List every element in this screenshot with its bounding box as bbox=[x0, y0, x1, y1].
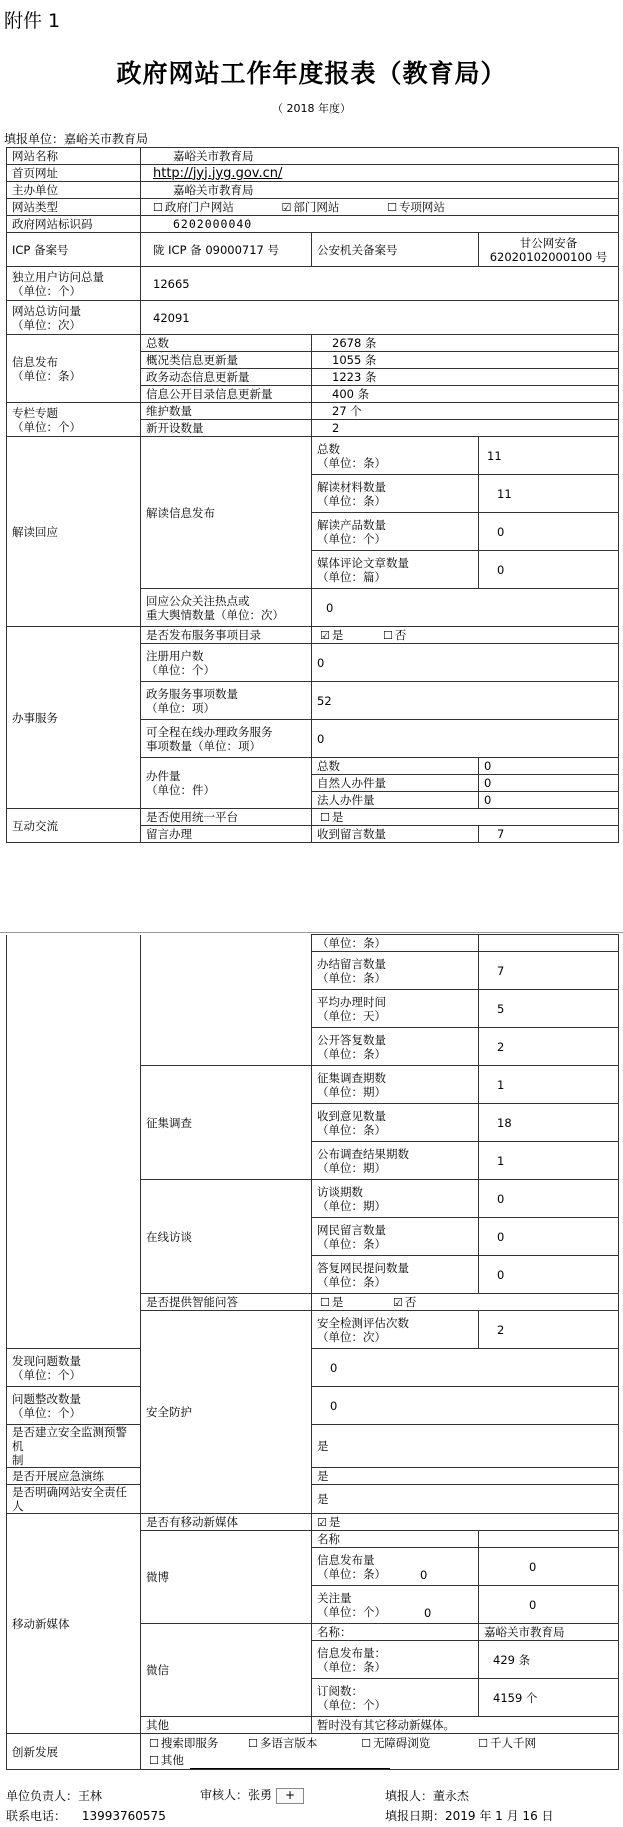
survey-row-label: 公布调查结果期数 （单位：期） bbox=[312, 1142, 479, 1180]
info-publish-label: 信息发布 （单位：条） bbox=[7, 335, 141, 403]
info-row-label: 总数 bbox=[141, 335, 312, 352]
online-service-value: 0 bbox=[312, 720, 619, 758]
msg-row-label: 办结留言数量 （单位：条） bbox=[312, 952, 479, 990]
security-row-value: 是 bbox=[312, 1425, 619, 1468]
security-row-label: 发现问题数量 （单位：个） bbox=[7, 1349, 141, 1387]
innovation-option-other[interactable]: ☐ 其他 bbox=[149, 1752, 184, 1767]
info-row-value: 1223 条 bbox=[312, 369, 619, 386]
reviewer-block bbox=[200, 1786, 304, 1804]
interp-row-label: 总数 （单位：条） bbox=[312, 437, 479, 475]
innovation-other-input[interactable] bbox=[190, 1768, 390, 1769]
interp-row-value: 0 bbox=[479, 551, 619, 589]
interview-row-value: 0 bbox=[479, 1180, 619, 1218]
wechat-publish-value: 429 条 bbox=[479, 1641, 619, 1679]
report-year: （ 2018 年度） bbox=[272, 102, 351, 115]
service-items-label: 政务服务事项数量 （单位：项） bbox=[141, 682, 312, 720]
wechat-subscribe-label: 订阅数： （单位：个） bbox=[312, 1679, 479, 1717]
uv-value: 12665 bbox=[141, 267, 619, 301]
weibo-publish-label: 信息发布量 （单位：条） bbox=[317, 1552, 386, 1581]
wechat-subscribe-value: 4159 个 bbox=[479, 1679, 619, 1717]
page-break-divider bbox=[0, 932, 623, 933]
handled-row-label: 法人办件量 bbox=[312, 792, 479, 809]
innovation-option-accessible[interactable]: ☐ 无障碍浏览 bbox=[361, 1735, 431, 1750]
security-row-label: 问题整改数量 （单位：个） bbox=[7, 1387, 141, 1425]
smart-qa-label: 是否提供智能问答 bbox=[141, 1294, 312, 1311]
handled-row-value: 0 bbox=[479, 758, 619, 775]
handled-row-label: 自然人办件量 bbox=[312, 775, 479, 792]
security-row-value: 是 bbox=[312, 1468, 619, 1485]
site-name-value: 嘉峪关市教育局 bbox=[141, 148, 619, 165]
msg-row-value-continued bbox=[479, 935, 619, 952]
msg-row-label: 平均办理时间 （单位：天） bbox=[312, 990, 479, 1028]
security-row-value: 是 bbox=[312, 1485, 619, 1514]
msg-row-value: 7 bbox=[479, 952, 619, 990]
checkbox-unchecked-icon: ☐ bbox=[149, 1753, 159, 1767]
checkbox-checked-icon: ☑ bbox=[320, 628, 330, 642]
info-row-value: 1055 条 bbox=[312, 352, 619, 369]
site-id-label: 政府网站标识码 bbox=[7, 216, 141, 233]
interp-row-label: 解读材料数量 （单位：条） bbox=[312, 475, 479, 513]
service-label: 办事服务 bbox=[7, 627, 141, 809]
msg-row-value: 7 bbox=[479, 826, 619, 843]
checkbox-unchecked-icon: ☐ bbox=[361, 1736, 371, 1750]
message-handling-continued bbox=[141, 935, 312, 1066]
checkbox-unchecked-icon: ☐ bbox=[387, 200, 397, 214]
survey-row-label: 征集调查期数 （单位：期） bbox=[312, 1066, 479, 1104]
qa-option-no[interactable]: ☑ 否 bbox=[393, 1294, 417, 1309]
column-row-value: 27 个 bbox=[312, 403, 619, 420]
weibo-publish-value: 0 bbox=[479, 1548, 619, 1586]
home-url-link[interactable]: http://jyj.jyg.gov.cn/ bbox=[153, 165, 283, 181]
interaction-label-continued bbox=[7, 935, 141, 1349]
contact-phone bbox=[6, 1807, 166, 1824]
security-row-value: 0 bbox=[312, 1349, 619, 1387]
msg-row-value: 5 bbox=[479, 990, 619, 1028]
checkbox-unchecked-icon: ☐ bbox=[320, 810, 330, 824]
security-row-label: 安全检测评估次数 （单位：次） bbox=[312, 1311, 479, 1349]
mobile-option-yes[interactable]: ☑ 是 bbox=[317, 1514, 341, 1529]
checkbox-unchecked-icon: ☐ bbox=[478, 1736, 488, 1750]
mobile-other-label: 其他 bbox=[141, 1717, 312, 1734]
info-row-label: 概况类信息更新量 bbox=[141, 352, 312, 369]
online-service-label: 可全程在线办理政务服务 事项数量（单位：项） bbox=[141, 720, 312, 758]
filler: 填报人：董永杰 bbox=[385, 1789, 470, 1803]
msg-row-label: 公开答复数量 （单位：条） bbox=[312, 1028, 479, 1066]
catalog-option-no[interactable]: ☐ 否 bbox=[383, 627, 407, 642]
interp-row-value: 0 bbox=[479, 513, 619, 551]
weibo-label: 微博 bbox=[141, 1531, 312, 1624]
checkbox-checked-icon: ☑ bbox=[317, 1515, 327, 1529]
service-catalog-label: 是否发布服务事项目录 bbox=[141, 627, 312, 644]
respond-hotspot-value: 0 bbox=[312, 589, 619, 627]
innovation-option-search[interactable]: ☐ 搜索即服务 bbox=[149, 1735, 219, 1750]
msg-row-value: 2 bbox=[479, 1028, 619, 1066]
info-row-value: 400 条 bbox=[312, 386, 619, 403]
type-option-special[interactable]: ☐ 专项网站 bbox=[387, 199, 445, 214]
survey-row-label: 收到意见数量 （单位：条） bbox=[312, 1104, 479, 1142]
police-record-value: 甘公网安备 62020102000100 号 bbox=[479, 233, 619, 267]
handled-cases-label: 办件量 （单位：件） bbox=[141, 758, 312, 809]
sponsor-value: 嘉峪关市教育局 bbox=[141, 182, 619, 199]
interview-row-label: 访谈期数 （单位：期） bbox=[312, 1180, 479, 1218]
survey-label: 征集调查 bbox=[141, 1066, 312, 1180]
security-label: 安全防护 bbox=[141, 1311, 312, 1514]
checkbox-unchecked-icon: ☐ bbox=[320, 1295, 330, 1309]
info-row-value: 2678 条 bbox=[312, 335, 619, 352]
handled-row-value: 0 bbox=[479, 792, 619, 809]
checkbox-unchecked-icon: ☐ bbox=[383, 628, 393, 642]
column-topic-label: 专栏专题 （单位：个） bbox=[7, 403, 141, 437]
interp-row-value: 11 bbox=[479, 437, 619, 475]
interaction-label: 互动交流 bbox=[7, 809, 141, 843]
icp-label: ICP 备案号 bbox=[7, 233, 141, 267]
weibo-follow-label: 关注量 （单位：个） bbox=[317, 1590, 386, 1619]
contact-phone-value: 13993760575 bbox=[81, 1809, 166, 1823]
security-row-label: 是否开展应急演练 bbox=[7, 1468, 141, 1485]
reporting-unit: 填报单位：嘉峪关市教育局 bbox=[4, 132, 149, 146]
uv-label: 独立用户访问总量 （单位：个） bbox=[7, 267, 141, 301]
reviewer: 审核人：张勇 bbox=[200, 1788, 273, 1802]
message-handling-label: 留言办理 bbox=[141, 826, 312, 843]
mobile-media-label: 移动新媒体 bbox=[7, 1514, 141, 1734]
handled-row-value: 0 bbox=[479, 775, 619, 792]
report-title: 政府网站工作年度报表（教育局） bbox=[116, 59, 507, 88]
interp-row-label: 媒体评论文章数量 （单位：篇） bbox=[312, 551, 479, 589]
registered-users-value: 0 bbox=[312, 644, 619, 682]
police-record-label: 公安机关备案号 bbox=[312, 233, 479, 267]
weibo-name-label: 名称 bbox=[312, 1531, 479, 1548]
checkbox-checked-icon: ☑ bbox=[281, 200, 292, 214]
sponsor-label: 主办单位 bbox=[7, 182, 141, 199]
respond-hotspot-label: 回应公众关注热点或 重大舆情数量（单位：次） bbox=[141, 589, 312, 627]
msg-row-label-continued: （单位：条） bbox=[312, 935, 479, 952]
info-row-label: 信息公开目录信息更新量 bbox=[141, 386, 312, 403]
weibo-name-value bbox=[479, 1531, 619, 1548]
interp-row-value: 11 bbox=[479, 475, 619, 513]
security-row-label: 是否明确网站安全责任人 bbox=[7, 1485, 141, 1514]
wechat-label: 微信 bbox=[141, 1624, 312, 1717]
checkbox-checked-icon: ☑ bbox=[393, 1295, 403, 1309]
registered-users-label: 注册用户数 （单位：个） bbox=[141, 644, 312, 682]
site-name-label: 网站名称 bbox=[7, 148, 141, 165]
report-table-part2 bbox=[6, 934, 619, 1770]
icp-value: 陇 ICP 备 09000717 号 bbox=[141, 233, 312, 267]
report-table-part1 bbox=[6, 147, 619, 843]
innovation-option-multilang[interactable]: ☐ 多语言版本 bbox=[248, 1735, 318, 1750]
info-row-label: 政务动态信息更新量 bbox=[141, 369, 312, 386]
security-row-label: 是否建立安全监测预警机 制 bbox=[7, 1425, 141, 1468]
wechat-publish-label: 信息发布量： （单位：条） bbox=[312, 1641, 479, 1679]
survey-row-value: 18 bbox=[479, 1104, 619, 1142]
innovation-option-personalized[interactable]: ☐ 千人千网 bbox=[478, 1735, 536, 1750]
weibo-follow-inline: 0 bbox=[424, 1606, 432, 1620]
online-interview-label: 在线访谈 bbox=[141, 1180, 312, 1294]
interview-row-value: 0 bbox=[479, 1256, 619, 1294]
mobile-other-value: 暂时没有其它移动新媒体。 bbox=[312, 1717, 619, 1734]
wechat-name-label: 名称： bbox=[312, 1624, 479, 1641]
survey-row-value: 1 bbox=[479, 1066, 619, 1104]
weibo-publish-inline: 0 bbox=[420, 1568, 428, 1582]
interpretation-label: 解读回应 bbox=[7, 437, 141, 627]
msg-row-label: 收到留言数量 bbox=[312, 826, 479, 843]
pv-value: 42091 bbox=[141, 301, 619, 335]
checkbox-unchecked-icon: ☐ bbox=[248, 1736, 258, 1750]
survey-row-value: 1 bbox=[479, 1142, 619, 1180]
site-id-value: 6202000040 bbox=[141, 216, 619, 233]
fill-date: 填报日期：2019 年 1 月 16 日 bbox=[385, 1809, 554, 1823]
add-button[interactable]: + bbox=[276, 1788, 304, 1804]
annex-label: 附件 1 bbox=[4, 10, 61, 32]
platform-option-yes[interactable]: ☐ 是 bbox=[320, 809, 344, 824]
interview-row-label: 网民留言数量 （单位：条） bbox=[312, 1218, 479, 1256]
has-mobile-media-label: 是否有移动新媒体 bbox=[141, 1514, 312, 1531]
pv-label: 网站总访问量 （单位：次） bbox=[7, 301, 141, 335]
unit-leader: 单位负责人：王林 bbox=[6, 1789, 103, 1803]
checkbox-unchecked-icon: ☐ bbox=[153, 200, 163, 214]
home-url-label: 首页网址 bbox=[7, 165, 141, 182]
type-option-department[interactable]: ☑ 部门网站 bbox=[281, 199, 340, 214]
catalog-option-yes[interactable]: ☑ 是 bbox=[320, 627, 344, 642]
qa-option-yes[interactable]: ☐ 是 bbox=[320, 1294, 344, 1309]
site-type-label: 网站类型 bbox=[7, 199, 141, 216]
security-row-value: 0 bbox=[312, 1387, 619, 1425]
weibo-follow-value: 0 bbox=[479, 1586, 619, 1624]
contact-phone-label: 联系电话： bbox=[6, 1809, 67, 1823]
service-items-value: 52 bbox=[312, 682, 619, 720]
interp-row-label: 解读产品数量 （单位：个） bbox=[312, 513, 479, 551]
column-row-label: 维护数量 bbox=[141, 403, 312, 420]
unified-platform-label: 是否使用统一平台 bbox=[141, 809, 312, 826]
type-option-portal[interactable]: ☐ 政府门户网站 bbox=[153, 199, 234, 214]
interview-row-label: 答复网民提问数量 （单位：条） bbox=[312, 1256, 479, 1294]
interpretation-publish-label: 解读信息发布 bbox=[141, 437, 312, 589]
column-row-value: 2 bbox=[312, 420, 619, 437]
interview-row-value: 0 bbox=[479, 1218, 619, 1256]
wechat-name-value: 嘉峪关市教育局 bbox=[479, 1624, 619, 1641]
security-row-value: 2 bbox=[479, 1311, 619, 1349]
innovation-label: 创新发展 bbox=[7, 1734, 141, 1770]
checkbox-unchecked-icon: ☐ bbox=[149, 1736, 159, 1750]
column-row-label: 新开设数量 bbox=[141, 420, 312, 437]
handled-row-label: 总数 bbox=[312, 758, 479, 775]
